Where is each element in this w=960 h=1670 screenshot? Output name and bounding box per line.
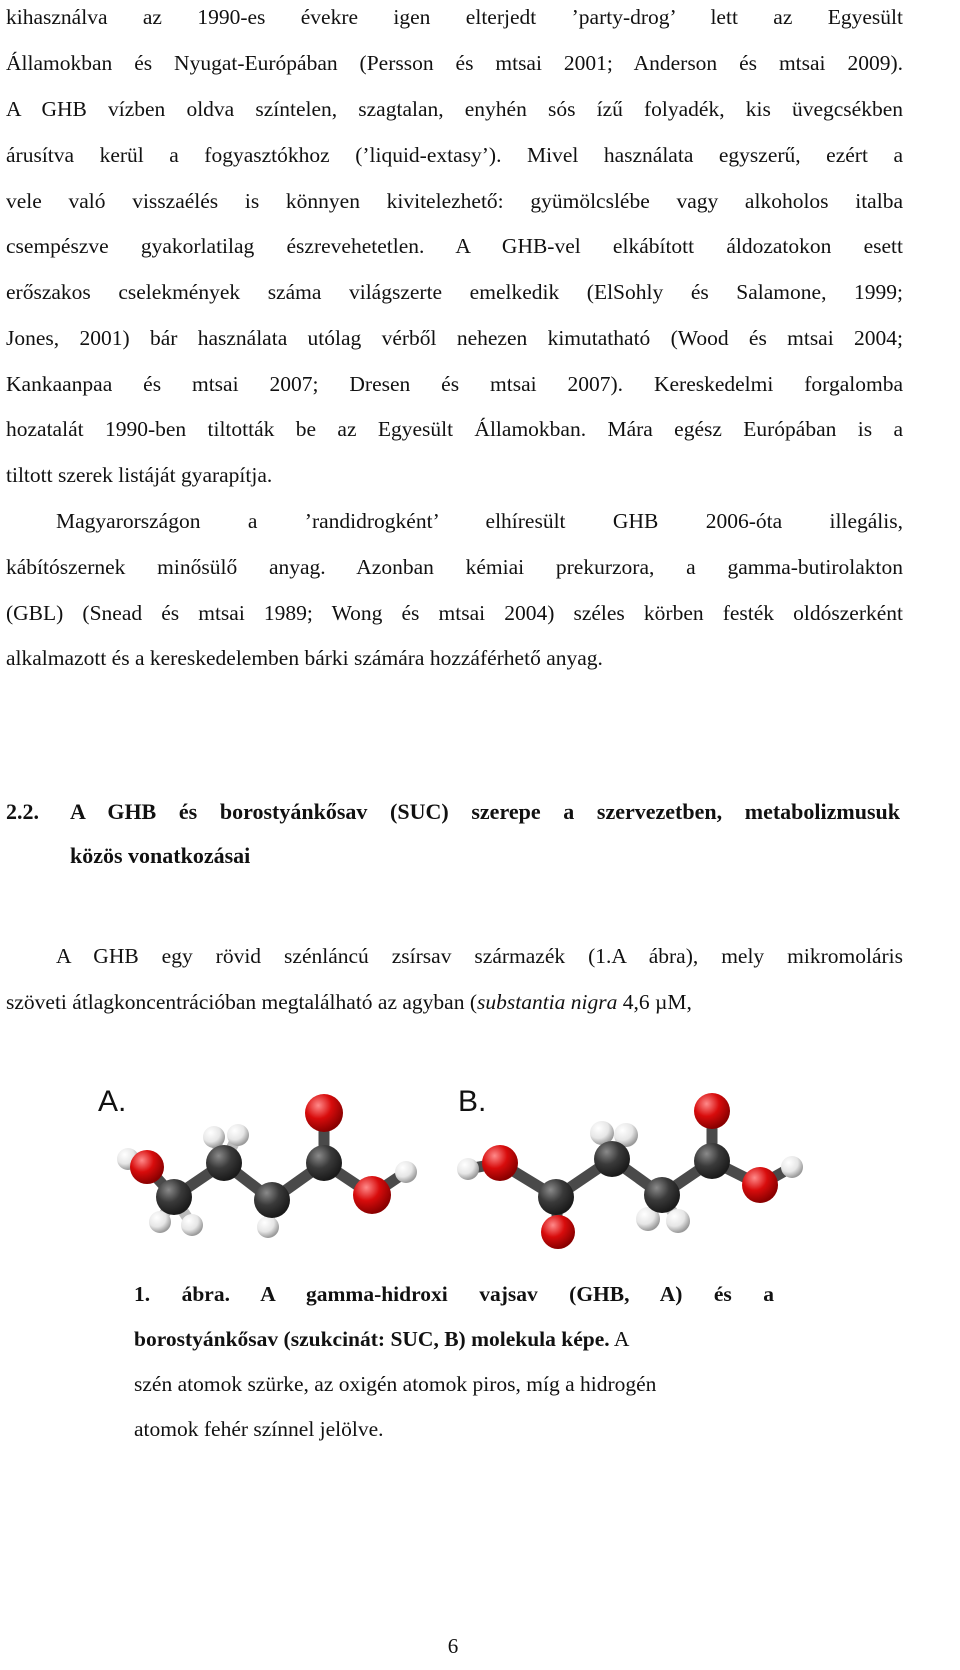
caption-text: A [609, 1327, 630, 1351]
carbon-atom [306, 1145, 342, 1181]
figure-caption-line-4: atomok fehér színnel jelölve. [134, 1417, 384, 1441]
hydrogen-atom [781, 1156, 803, 1178]
section-title-line-1: A GHB és borostyánkősav (SUC) szerepe a szervezetben, metabolizmusuk [70, 799, 900, 824]
italic-term: substantia nigra [477, 990, 618, 1014]
body-line: árusítva kerül a fogyasztókhoz (’liquid-extasy’). Mivel használata egyszerű, ezért a [6, 143, 903, 167]
body-line: alkalmazott és a kereskedelemben bárki számára hozzáférhető anyag. [6, 646, 603, 670]
oxygen-atom [541, 1215, 575, 1249]
body-line: kábítószernek minősülő anyag. Azonban kémiai prekurzora, a gamma-butirolakton [6, 555, 903, 579]
hydrogen-atom [181, 1214, 203, 1236]
figure-label-b: B. [458, 1085, 487, 1118]
body-line: Magyarországon a ’randidrogként’ elhíresült GHB 2006-óta illegális, [56, 509, 903, 533]
figure-label-a: A. [98, 1085, 127, 1118]
hydrogen-atom [149, 1211, 171, 1233]
body-line: Kankaanpaa és mtsai 2007; Dresen és mtsai 2007). Kereskedelmi forgalomba [6, 372, 903, 396]
carbon-atom [694, 1143, 730, 1179]
body-line: Államokban és Nyugat-Európában (Persson és mtsai 2001; Anderson és mtsai 2009). [6, 51, 903, 75]
body-line: kihasználva az 1990-es évekre igen elterjedt ’party-drog’ lett az Egyesült [6, 5, 903, 29]
hydrogen-atom [395, 1161, 417, 1183]
body-line: A GHB egy rövid szénláncú zsírsav származék (1.A ábra), mely mikromoláris [56, 944, 903, 968]
oxygen-atom [305, 1094, 343, 1132]
section-title-line-2: közös vonatkozásai [70, 843, 251, 868]
carbon-atom [594, 1141, 630, 1177]
ghb-molecule-model [92, 1077, 437, 1255]
body-line: hozatalát 1990-ben tiltották be az Egyesült Államokban. Mára egész Európában is a [6, 417, 903, 441]
suc-molecule-figure [454, 1077, 814, 1255]
body-line: (GBL) (Snead és mtsai 1989; Wong és mtsai 2004) széles körben festék oldószerként [6, 601, 903, 625]
body-line: A GHB vízben oldva színtelen, szagtalan, enyhén sós ízű folyadék, kis üvegcsékben [6, 97, 903, 121]
hydrogen-atom [257, 1216, 279, 1238]
carbon-atom [206, 1145, 242, 1181]
oxygen-atom [130, 1150, 164, 1184]
page-number: 6 [447, 1634, 459, 1658]
carbon-atom [156, 1179, 192, 1215]
caption-bold-text: borostyánkősav (szukcinát: SUC, B) molekula képe. [134, 1327, 610, 1351]
body-line: Jones, 2001) bár használata utólag vérből nehezen kimutatható (Wood és mtsai 2004; [6, 326, 903, 350]
oxygen-atom [482, 1145, 518, 1181]
oxygen-atom [353, 1176, 391, 1214]
carbon-atom [254, 1182, 290, 1218]
text-run: szöveti átlagkoncentrációban megtalálható az agyban ( [6, 990, 477, 1014]
hydrogen-atom [203, 1126, 225, 1148]
carbon-atom [644, 1177, 680, 1213]
text-run: 4,6 µM, [617, 990, 692, 1014]
hydrogen-atom [227, 1124, 249, 1146]
section-number: 2.2. [6, 799, 39, 824]
body-line: tiltott szerek listáját gyarapítja. [6, 463, 273, 487]
figure-caption-line-1: 1. ábra. A gamma-hidroxi vajsav (GHB, A) és a [134, 1282, 774, 1306]
suc-molecule-model [454, 1077, 814, 1255]
hydrogen-atom [457, 1158, 479, 1180]
carbon-atom [538, 1179, 574, 1215]
body-line [6, 979, 903, 1025]
ghb-molecule-figure [92, 1077, 437, 1255]
figure-caption-line-3: szén atomok szürke, az oxigén atomok piros, míg a hidrogén [134, 1372, 657, 1396]
oxygen-atom [694, 1093, 730, 1129]
body-line: erőszakos cselekmények száma világszerte emelkedik (ElSohly és Salamone, 1999; [6, 280, 903, 304]
figure-caption-line-2 [134, 1317, 774, 1362]
hydrogen-atom [666, 1209, 690, 1233]
body-line: vele való visszaélés is könnyen kivitelezhető: gyümölcslébe vagy alkoholos italba [6, 189, 903, 213]
oxygen-atom [742, 1167, 778, 1203]
body-line: csempészve gyakorlatilag észrevehetetlen. A GHB-vel elkábított áldozatokon esett [6, 234, 903, 258]
